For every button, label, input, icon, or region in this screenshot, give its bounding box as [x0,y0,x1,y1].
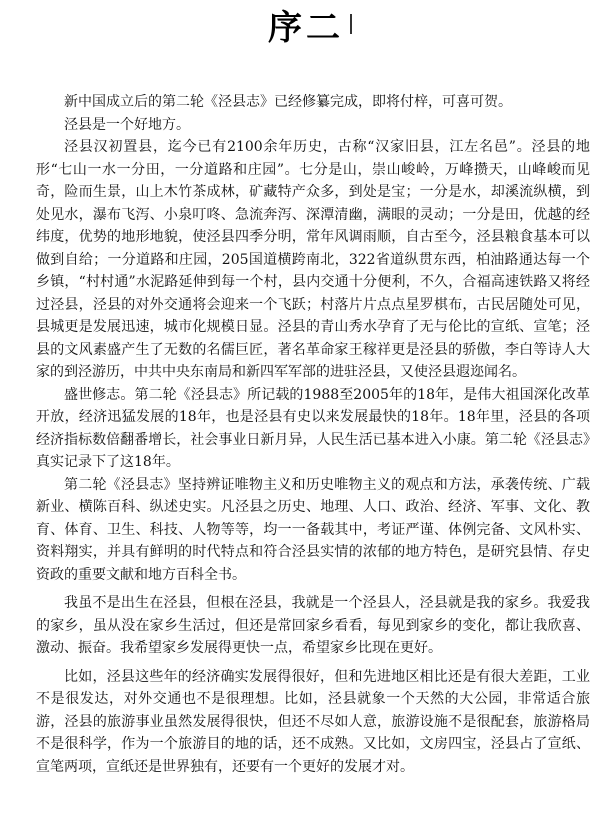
paragraph: 新中国成立后的第二轮《泾县志》已经修纂完成，即将付梓，可喜可贺。 [64,94,512,110]
scan-mark [350,14,352,34]
paragraph: 第二轮《泾县志》坚持辨证唯物主义和历史唯物主义的观点和方法，承袭传统、广载新业、横陈百科、纵述史实。凡泾县之历史、地理、人口、政治、经济、军事、文化、教育、体育、卫生、科技、人物等等，均一一备载其中，考证严谨、体例完备、文风朴实、资料翔实，并具有鲜明的时代特点和符合泾县实情的浓郁的地方特色，是研究县情、存史资政的重要文献和地方百科全书。 [36,476,590,583]
body-text [36,91,590,778]
paragraph: 盛世修志。第二轮《泾县志》所记载的1988至2005年的18年，是伟大祖国深化改革开放，经济迅猛发展的18年，也是泾县有史以来发展最快的18年。18年里，泾县的各项经济指标数倍翻番增长，社会事业日新月异，人民生活已基本进入小康。第二轮《泾县志》真实记录下了这18年。 [36,386,590,470]
paragraph: 泾县汉初置县，迄今已有2100余年历史，古称“汉家旧县，江左名邑”。泾县的地形“七山一水一分田，一分道路和庄园”。七分是山，崇山峻岭，万峰攒天，山峰峻而见奇，险而生景，山上木竹茶成林，矿藏特产众多，到处是宝；一分是水，却溪流纵横，到处见水，瀑布飞泻、小泉叮咚、急流奔泻、深潭清幽，满眼的灵动；一分是田，优越的经纬度，优势的地形地貌，使泾县四季分明，常年风调雨顺，自古至今，泾县粮食基本可以做到自给；一分道路和庄园，205国道横跨南北，322省道纵贯东西，柏油路通达每一个乡镇，“村村通”水泥路延伸到每一个村，县内交通十分便利，不久，合福高速铁路又将经过泾县，泾县的对外交通将会迎来一个飞跃；村落片片点点星罗棋布，古民居随处可见，县城更是发展迅速，城市化规模日显。泾县的青山秀水孕育了无与伦比的宣纸、宣笔；泾县的文风素盛产生了无数的名儒巨匠，著名革命家王稼祥更是泾县的骄傲，李白等诗人大家的到泾游历，中共中央东南局和新四军军部的进驻泾县，又使泾县遐迩闻名。 [36,139,590,380]
paragraph: 泾县是一个好地方。 [64,116,190,133]
paragraph: 比如，泾县这些年的经济确实发展得很好，但和先进地区相比还是有很大差距，工业不是很发达，对外交通也不是很理想。比如，泾县就象一个天然的大公园，非常适合旅游，泾县的旅游事业虽然发展得很快，但还不尽如人意，旅游设施不是很配套，旅游格局不是很科学，作为一个旅游目的地的话，还不成熟。又比如，文房四宝，泾县占了宣纸、宣笔两项，宣纸还是世界独有，还要有一个更好的发展才对。 [36,668,590,775]
page-title: 序二 [268,8,344,48]
paragraph: 我虽不是出生在泾县，但根在泾县，我就是一个泾县人，泾县就是我的家乡。我爱我的家乡，虽从没在家乡生活过，但还是常回家乡看看，每见到家乡的变化，都让我欣喜、激动、振奋。我希望家乡发展得更快一点，希望家乡比现在更好。 [36,595,590,656]
